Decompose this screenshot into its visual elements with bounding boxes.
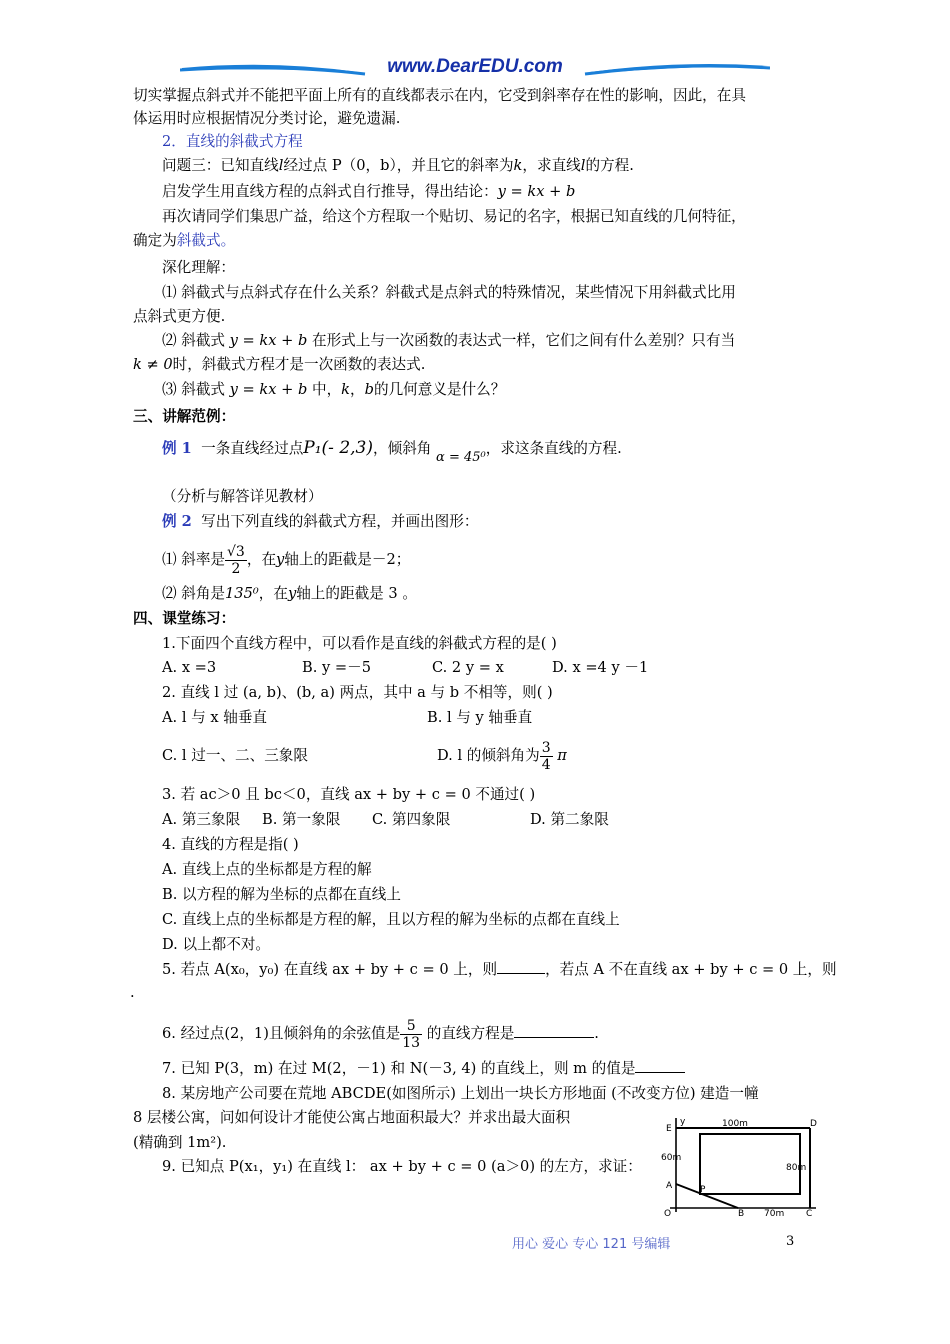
svg-text:80m: 80m [786, 1163, 807, 1173]
question-eight: 8 层楼公寓，问如何设计才能使公寓占地面积最大？并求出最大面积 [133, 1109, 571, 1126]
paragraph-line: 体运用时应根据情况分类讨论，避免遗漏. [133, 110, 401, 127]
options-row: A. x =3 B. y =－5 C. 2 y = x D. x =4 y －1 [162, 659, 649, 676]
question-three: 问题三：已知直线l经过点 P（0，b），并且它的斜率为k，求直线l的方程. [162, 157, 634, 174]
page-number: 3 [786, 1234, 795, 1249]
options-row: C. l 过一、二、三象限 D. l 的倾斜角为 $\frac{3}{4}$ π [162, 739, 567, 773]
footer-text: 用心 爱心 专心 121 号编辑 [512, 1237, 671, 1252]
answer-blank[interactable] [514, 1023, 594, 1038]
example-2: 例 2 写出下列直线的斜截式方程，并画出图形： [162, 513, 479, 530]
list-item: 点斜式更方便. [133, 308, 226, 325]
option: C. 直线上点的坐标都是方程的解，且以方程的解为坐标的点都在直线上 [162, 911, 620, 928]
question-seven: 7. 已知 P(3，m) 在过 M(2，－1) 和 N(－3, 4) 的直线上，则 m 的值是 [162, 1058, 685, 1079]
subheading: 深化理解： [162, 259, 235, 276]
question-nine: 9. 已知点 P(x₁，y₁) 在直线 l： ax + by + c = 0 (a＞0) 的左方，求证： [162, 1158, 642, 1175]
list-item: ⑵ 斜截式 y = kx + b 在形式上与一次函数的表达式一样，它们之间有什么差别？只有当 [162, 332, 736, 349]
land-figure [660, 1116, 820, 1218]
paragraph-line: 再次请同学们集思广益，给这个方程取一个贴切、易记的名字，根据已知直线的几何特征， [162, 208, 746, 225]
option: D. 以上都不对。 [162, 936, 271, 953]
svg-text:B: B [738, 1209, 745, 1218]
question-stem: 1.下面四个直线方程中，可以看作是直线的斜截式方程的是( ) [162, 635, 557, 652]
list-item: ⑴ 斜率是 $\frac{√3}{2}$ ，在y轴上的距截是－2； [162, 543, 411, 577]
list-item: ⑶ 斜截式 y = kx + b 中，k，b的几何意义是什么？ [162, 381, 506, 398]
svg-text:C: C [806, 1209, 813, 1218]
option: A. 直线上点的坐标都是方程的解 [162, 861, 372, 878]
period: . [130, 984, 135, 1001]
answer-blank[interactable] [497, 959, 545, 974]
svg-text:P: P [700, 1185, 706, 1195]
section-heading: 三、讲解范例： [133, 408, 236, 425]
list-item: ⑴ 斜截式与点斜式存在什么关系？斜截式是点斜式的特殊情况，某些情况下用斜截式比用 [162, 284, 736, 301]
svg-text:100m: 100m [722, 1119, 748, 1129]
term-link: 斜截式。 [176, 232, 236, 249]
section-heading: 2．直线的斜截式方程 [162, 133, 303, 150]
question-eight: 8. 某房地产公司要在荒地 ABCDE(如图所示) 上划出一块长方形地面 (不改变方位) 建造一幢 [162, 1085, 759, 1102]
section-heading: 四、课堂练习： [133, 610, 236, 627]
site-url: www.DearEDU.com [387, 56, 563, 77]
svg-text:D: D [810, 1119, 817, 1129]
question-five: 5. 若点 A(x₀，y₀) 在直线 ax + by + c = 0 上，则 ，若点 A 不在直线 ax + by + c = 0 上，则 [162, 961, 837, 978]
question-stem: 2. 直线 l 过 (a, b)、(b, a) 两点，其中 a 与 b 不相等，则( ) [162, 684, 553, 701]
svg-text:O: O [664, 1209, 672, 1218]
list-item: k ≠ 0时，斜截式方程才是一次函数的表达式. [133, 356, 426, 373]
paragraph-line: 切实掌握点斜式并不能把平面上所有的直线都表示在内，它受到斜率存在性的影响，因此，在具 [133, 87, 746, 104]
note: （分析与解答详见教材） [162, 488, 323, 505]
guide-line: 启发学生用直线方程的点斜式自行推导，得出结论：y = kx + b [162, 183, 576, 200]
question-eight: (精确到 1m²). [133, 1134, 227, 1151]
svg-text:E: E [666, 1124, 672, 1134]
svg-text:A: A [666, 1181, 673, 1191]
question-six: 6. 经过点(2，1)且倾斜角的余弦值是 $\frac{5}{13}$ 的直线方程是 . [162, 1017, 599, 1051]
answer-blank[interactable] [635, 1058, 685, 1073]
svg-text:y: y [680, 1117, 686, 1127]
options-row: A. 第三象限 B. 第一象限 C. 第四象限 D. 第二象限 [162, 811, 609, 828]
example-1: 例 1 一条直线经过点P₁(- 2,3)，倾斜角 α = 45⁰，求这条直线的方程. [162, 438, 622, 465]
paragraph-line: 确定为斜截式。 [133, 232, 236, 249]
svg-text:60m: 60m [661, 1153, 682, 1163]
list-item: ⑵ 斜角是135⁰，在y轴上的距截是 3 。 [162, 585, 417, 602]
page-header [180, 54, 770, 84]
svg-text:70m: 70m [764, 1209, 785, 1218]
options-row: A. l 与 x 轴垂直 B. l 与 y 轴垂直 [162, 709, 533, 726]
question-stem: 3. 若 ac＞0 且 bc＜0，直线 ax + by + c = 0 不通过( ) [162, 786, 536, 803]
question-stem: 4. 直线的方程是指( ) [162, 836, 299, 853]
option: B. 以方程的解为坐标的点都在直线上 [162, 886, 401, 903]
